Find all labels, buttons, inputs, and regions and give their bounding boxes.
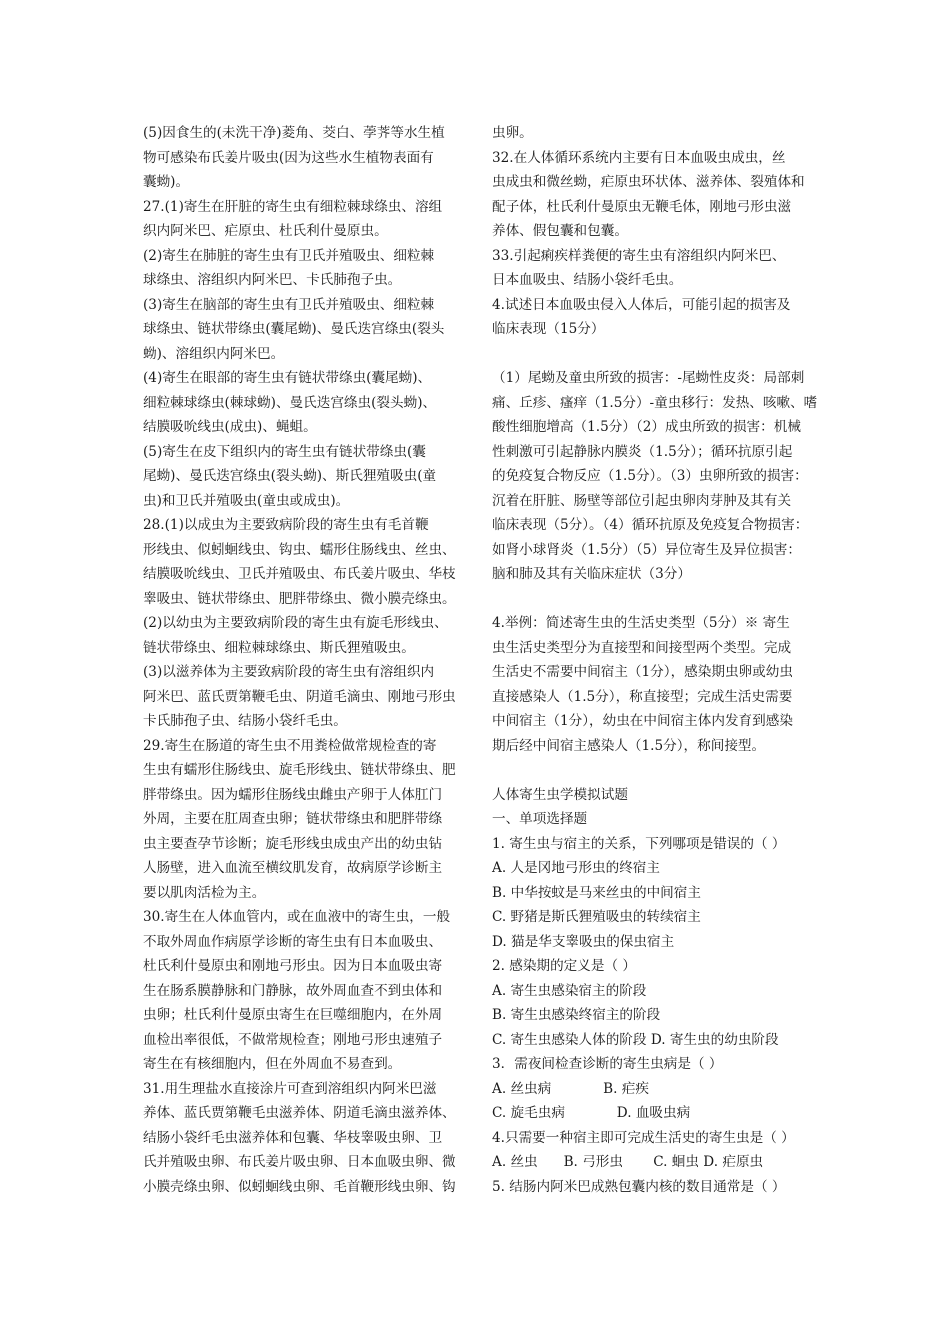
answer-schistosoma-line: 性刺激可引起静脉内膜炎（1.5分）；循环抗原引起	[492, 443, 793, 460]
question-line: 2. 感染期的定义是（ ）	[492, 958, 636, 974]
answer-paragraph-line: 虫)和卫氏并殖吸虫(童虫或成虫)。	[143, 492, 350, 509]
answer-paragraph-line: 虫卵。	[492, 125, 533, 141]
answer-paragraph	[143, 513, 461, 611]
answer-paragraph-line: 卡氏肺孢子虫、结肠小袋纤毛虫。	[143, 713, 347, 729]
answer-paragraph	[143, 611, 461, 660]
question-line: B. 寄生虫感染终宿主的阶段	[492, 1007, 661, 1023]
answer-paragraph-line: 血检出率很低，不做常规检查；刚地弓形虫速殖子	[143, 1031, 443, 1048]
answer-paragraph-line: 尾蚴)、曼氏迭宫绦虫(裂头蚴)、斯氏狸殖吸虫(童	[143, 468, 437, 484]
question-line: A. 人是冈地弓形虫的终宿主	[492, 860, 660, 876]
answer-paragraph-line: 32.在人体循环系统内主要有日本血吸虫成虫，丝	[492, 149, 786, 166]
answer-paragraph-line: 物可感染布氏姜片吸虫(因为这些水生植物表面有	[143, 149, 434, 166]
answer-paragraph-line: (5)寄生在皮下组织内的寄生虫有链状带绦虫(囊	[143, 443, 426, 460]
question-line: D. 猫是华支睾吸虫的保虫宿主	[492, 933, 675, 950]
left-column	[143, 121, 461, 1199]
answer-paragraph-line: 33.引起痢疾样粪便的寄生虫有溶组织内阿米巴、	[492, 247, 786, 264]
answer-paragraph-line: 31.用生理盐水直接涂片可查到溶组织内阿米巴滋	[143, 1080, 437, 1097]
question-line: 3．需夜间检查诊断的寄生虫病是（ ）	[492, 1056, 723, 1072]
answer-paragraph-line: 临床表现（15分）	[492, 321, 605, 337]
right-column	[492, 121, 818, 1199]
answer-paragraph-line: 杜氏利什曼原虫和刚地弓形虫。因为日本血吸虫寄	[143, 958, 443, 974]
answer-paragraph-line: 外周，主要在肛周查虫卵；链状带绦虫和肥胖带绦	[143, 811, 443, 827]
question-line: 4.只需要一种宿主即可完成生活史的寄生虫是（ ）	[492, 1129, 795, 1146]
answer-paragraph-line: 29.寄生在肠道的寄生虫不用粪检做常规检查的寄	[143, 737, 437, 754]
answer-paragraph	[143, 366, 461, 440]
answer-paragraph-line: 虫主要查孕节诊断；旋毛形线虫成虫产出的幼虫钻	[143, 835, 443, 852]
answer-paragraph-line: (3)寄生在脑部的寄生虫有卫氏并殖吸虫、细粒棘	[143, 296, 435, 313]
answer-paragraph-line: 链状带绦虫、细粒棘球绦虫、斯氏狸殖吸虫。	[143, 639, 415, 656]
answer-paragraph-line: 虫卵；杜氏利什曼原虫寄生在巨噬细胞内，在外周	[143, 1007, 443, 1023]
answer-paragraph-line: 形线虫、似蚓蛔线虫、钩虫、蠕形住肠线虫、丝虫、	[143, 541, 456, 558]
answer-schistosoma-line: 酸性细胞增高（1.5分）（2）成虫所致的损害：机械	[492, 419, 801, 435]
answer-life-cycle-line: 生活史不需要中间宿主（1分），感染期虫卵或幼虫	[492, 664, 793, 680]
answer-life-cycle-line: 直接感染人（1.5分），称直接型；完成生活史需要	[492, 688, 793, 705]
answer-paragraph-line: (2)寄生在肺脏的寄生虫有卫氏并殖吸虫、细粒棘	[143, 247, 435, 264]
answer-paragraph-line: 细粒棘球绦虫(棘球蚴)、曼氏迭宫绦虫(裂头蚴)、	[143, 394, 437, 411]
answer-schistosoma-line: 临床表现（5分）。（4）循环抗原及免疫复合物损害：	[492, 517, 809, 533]
answer-schistosoma-line: 如肾小球肾炎（1.5分）（5）异位寄生及异位损害：	[492, 541, 801, 558]
answer-paragraph-line: 27.(1)寄生在肝脏的寄生虫有细粒棘球绦虫、溶组	[143, 198, 443, 215]
section-title: 一、单项选择题	[492, 811, 588, 827]
answer-paragraph-line: (5)因食生的(未洗干净)菱角、茭白、荸荠等水生植	[143, 125, 445, 141]
question-line: 1. 寄生虫与宿主的关系，下列哪项是错误的（ ）	[492, 835, 786, 852]
answer-paragraph-line: 生虫有蠕形住肠线虫、旋毛形线虫、链状带绦虫、肥	[143, 762, 456, 778]
answer-paragraph-line: 要以肌肉活检为主。	[143, 884, 266, 901]
answer-life-cycle-line: 虫生活史类型分为直接型和间接型两个类型。完成	[492, 639, 792, 656]
answer-paragraph-line: 生在肠系膜静脉和门静脉，故外周血查不到虫体和	[143, 982, 443, 999]
answer-paragraph	[492, 146, 814, 244]
question-line: A. 丝虫病 B. 疟疾	[492, 1080, 649, 1097]
question-line: C. 寄生虫感染人体的阶段 D. 寄生虫的幼虫阶段	[492, 1031, 779, 1048]
answer-paragraph	[143, 734, 461, 906]
answer-paragraph-line: (2)以幼虫为主要致病阶段的寄生虫有旋毛形线虫、	[143, 615, 448, 631]
answer-schistosoma-line: 痛、丘疹、瘙痒（1.5分）-童虫移行：发热、咳嗽、嗜	[492, 394, 818, 411]
answer-paragraph-line: 结膜吸吮线虫(成虫)、蝇蛆。	[143, 419, 317, 435]
answer-paragraph-line: 不取外周血作病原学诊断的寄生虫有日本血吸虫、	[143, 933, 443, 950]
exam-title: 人体寄生虫学模拟试题	[492, 786, 628, 803]
question-line: C. 旋毛虫病 D. 血吸虫病	[492, 1105, 691, 1121]
answer-paragraph	[492, 121, 814, 146]
answer-life-cycle	[492, 611, 814, 758]
question-line: A. 丝虫 B. 弓形虫 C. 蛔虫 D. 疟原虫	[492, 1154, 764, 1170]
answer-paragraph-line: 养体、蓝氏贾第鞭毛虫滋养体、阴道毛滴虫滋养体、	[143, 1105, 456, 1121]
answer-paragraph	[143, 195, 461, 244]
answer-schistosoma-line: 的免疫复合物反应（1.5分）。（3）虫卵所致的损害：	[492, 468, 808, 484]
answer-paragraph-line: 织内阿米巴、疟原虫、杜氏利什曼原虫。	[143, 223, 388, 239]
answer-paragraph-line: 阿米巴、蓝氏贾第鞭毛虫、阴道毛滴虫、刚地弓形虫	[143, 688, 456, 705]
answer-schistosoma-line: 脑和肺及其有关临床症状（3分）	[492, 566, 691, 582]
answer-paragraph-line: 结膜吸吮线虫、卫氏并殖吸虫、布氏姜片吸虫、华枝	[143, 566, 456, 582]
answer-paragraph	[143, 1077, 461, 1200]
answer-life-cycle-line: 中间宿主（1分），幼虫在中间宿主体内发育到感染	[492, 713, 793, 729]
answer-paragraph-line: 结肠小袋纤毛虫滋养体和包囊、华枝睾吸虫卵、卫	[143, 1129, 443, 1146]
answer-paragraph-line: (3)以滋养体为主要致病阶段的寄生虫有溶组织内	[143, 664, 435, 680]
answer-paragraph-line: 配子体，杜氏利什曼原虫无鞭毛体，刚地弓形虫滋	[492, 198, 792, 215]
question-line: C. 野猪是斯氏狸殖吸虫的转续宿主	[492, 909, 701, 925]
answer-paragraph-line: 球绦虫、链状带绦虫(囊尾蚴)、曼氏迭宫绦虫(裂头	[143, 321, 445, 337]
answer-paragraph-line: 睾吸虫、链状带绦虫、肥胖带绦虫、微小膜壳绦虫。	[143, 590, 456, 607]
answer-paragraph-line: 虫成虫和微丝蚴，疟原虫环状体、滋养体、裂殖体和	[492, 174, 805, 190]
answer-paragraph-line: 28.(1)以成虫为主要致病阶段的寄生虫有毛首鞭	[143, 517, 429, 533]
right-answers	[492, 121, 814, 342]
answer-schistosoma-damage	[492, 366, 818, 587]
answer-paragraph-line: 囊蚴)。	[143, 174, 190, 190]
answer-paragraph-line: 人肠壁，进入血流至横纹肌发育，故病原学诊断主	[143, 860, 443, 876]
answer-paragraph	[143, 905, 461, 1077]
question-list	[492, 832, 814, 1200]
answer-paragraph-line: 寄生在有核细胞内，但在外周血不易查到。	[143, 1056, 402, 1072]
question-line: A. 寄生虫感染宿主的阶段	[492, 982, 647, 999]
answer-paragraph-line: 蚴)、溶组织内阿米巴。	[143, 345, 285, 362]
answer-paragraph	[143, 293, 461, 367]
answer-paragraph	[143, 121, 461, 195]
answer-paragraph	[143, 440, 461, 514]
answer-paragraph	[143, 244, 461, 293]
answer-paragraph	[492, 293, 814, 342]
answer-paragraph	[492, 244, 814, 293]
answer-paragraph-line: 4.试述日本血吸虫侵入人体后，可能引起的损害及	[492, 296, 791, 313]
answer-paragraph-line: 氏并殖吸虫卵、布氏姜片吸虫卵、日本血吸虫卵、微	[143, 1154, 456, 1170]
answer-schistosoma-line: 沉着在肝脏、肠壁等部位引起虫卵肉芽肿及其有关	[492, 492, 792, 509]
answer-paragraph-line: 球绦虫、溶组织内阿米巴、卡氏肺孢子虫。	[143, 272, 402, 288]
question-line: 5. 结肠内阿米巴成熟包囊内核的数目通常是（ ）	[492, 1178, 786, 1195]
answer-paragraph-line: 胖带绦虫。因为蠕形住肠线虫雌虫产卵于人体肛门	[143, 786, 443, 803]
answer-paragraph	[143, 660, 461, 734]
answer-paragraph-line: 30.寄生在人体血管内，或在血液中的寄生虫，一般	[143, 909, 451, 925]
answer-paragraph-line: 日本血吸虫、结肠小袋纤毛虫。	[492, 272, 683, 288]
answer-life-cycle-line: 期后经中间宿主感染人（1.5分），称间接型。	[492, 737, 766, 754]
answer-life-cycle-line: 4.举例：简述寄生虫的生活史类型（5分）※ 寄生	[492, 615, 790, 631]
answer-schistosoma-line: （1）尾蚴及童虫所致的损害：-尾蚴性皮炎：局部刺	[492, 370, 805, 386]
question-line: B. 中华按蚊是马来丝虫的中间宿主	[492, 884, 701, 901]
answer-paragraph-line: (4)寄生在眼部的寄生虫有链状带绦虫(囊尾蚴)、	[143, 370, 432, 386]
answer-paragraph-line: 养体、假包囊和包囊。	[492, 223, 628, 239]
answer-paragraph-line: 小膜壳绦虫卵、似蚓蛔线虫卵、毛首鞭形线虫卵、钩	[143, 1178, 456, 1195]
